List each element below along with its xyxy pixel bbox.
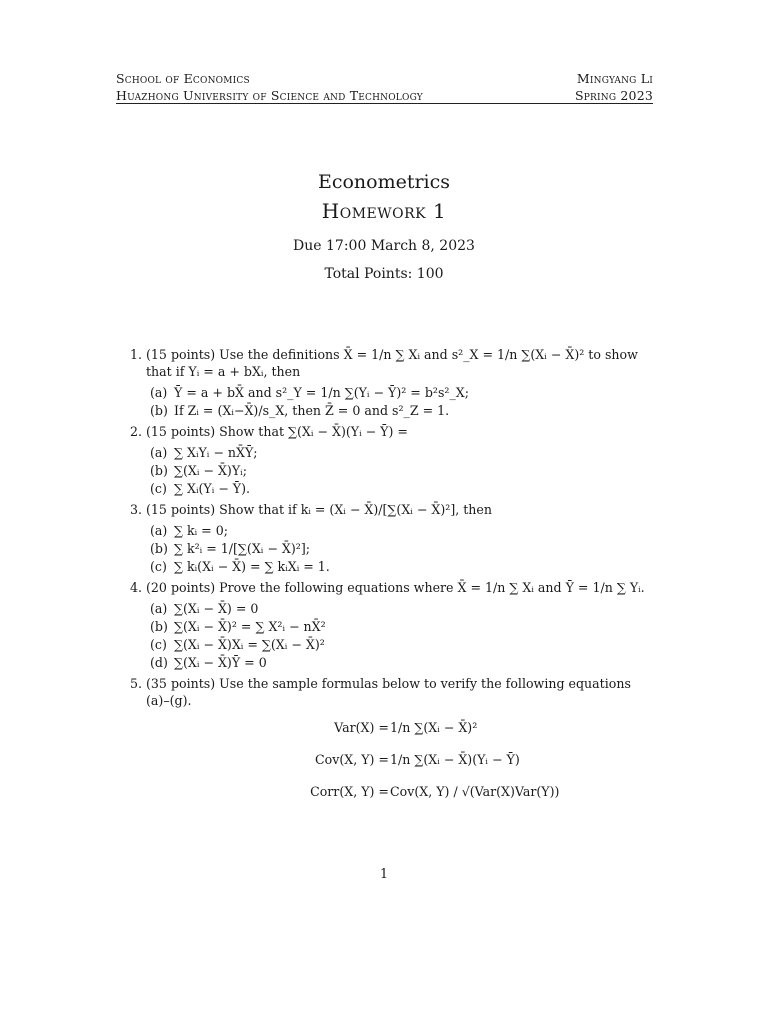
subproblem-text: ∑ kᵢ = 0; bbox=[174, 523, 228, 538]
subproblem-label: (c) bbox=[150, 481, 167, 496]
subproblem-text: ∑(Xᵢ − X̄)² = ∑ X²ᵢ − nX̄² bbox=[174, 619, 326, 634]
total-points: Total Points: 100 bbox=[324, 266, 444, 282]
header-author: Mingyang Li bbox=[576, 71, 653, 86]
homework-title: Homework 1 bbox=[321, 199, 447, 223]
subproblem bbox=[150, 480, 653, 497]
problem-5 bbox=[130, 675, 653, 809]
formula-block bbox=[146, 719, 653, 809]
subproblem bbox=[150, 384, 653, 401]
correlation-rhs: Cov(X, Y) / √(Var(X)Var(Y)) bbox=[390, 784, 560, 799]
subproblem-label: (d) bbox=[150, 655, 168, 670]
problem-number: 1. bbox=[130, 347, 143, 362]
subproblem-label: (b) bbox=[150, 541, 168, 556]
header-school: School of Economics bbox=[116, 71, 250, 86]
subproblem-list bbox=[146, 522, 653, 575]
header-term: Spring 2023 bbox=[575, 88, 653, 103]
problem-4 bbox=[130, 579, 653, 671]
correlation-formula bbox=[146, 783, 653, 809]
subproblem bbox=[150, 618, 653, 635]
problem-list bbox=[130, 346, 653, 815]
variance-lhs: Var(X) = bbox=[334, 720, 389, 735]
subproblem-text: ∑(Xᵢ − X̄)Yᵢ; bbox=[174, 463, 247, 478]
due-date: Due 17:00 March 8, 2023 bbox=[293, 238, 475, 254]
subproblem bbox=[150, 540, 653, 557]
subproblem bbox=[150, 462, 653, 479]
subproblem-label: (b) bbox=[150, 619, 168, 634]
subproblem bbox=[150, 558, 653, 575]
correlation-lhs: Corr(X, Y) = bbox=[310, 784, 389, 799]
problem-3 bbox=[130, 501, 653, 575]
covariance-rhs: 1/n ∑(Xᵢ − X̄)(Yᵢ − Ȳ) bbox=[390, 752, 520, 767]
header-rule bbox=[116, 103, 653, 104]
subproblem-list bbox=[146, 444, 653, 497]
problem-number: 5. bbox=[130, 676, 143, 691]
subproblem bbox=[150, 402, 653, 419]
subproblem bbox=[150, 444, 653, 461]
subproblem bbox=[150, 600, 653, 617]
problem-number: 2. bbox=[130, 424, 143, 439]
problem-text: (35 points) Use the sample formulas below to verify the following equations (a)–(g). bbox=[146, 676, 631, 708]
subproblem-label: (b) bbox=[150, 403, 168, 418]
subproblem-list bbox=[146, 384, 653, 419]
problem-text: (15 points) Show that ∑(Xᵢ − X̄)(Yᵢ − Ȳ) = bbox=[146, 424, 408, 439]
problem-number: 3. bbox=[130, 502, 143, 517]
problem-text: (20 points) Prove the following equations where X̄ = 1/n ∑ Xᵢ and Ȳ = 1/n ∑ Yᵢ. bbox=[146, 580, 645, 595]
subproblem-text: ∑ Xᵢ(Yᵢ − Ȳ). bbox=[174, 481, 251, 496]
subproblem-text: ∑(Xᵢ − X̄)Ȳ = 0 bbox=[174, 655, 267, 670]
subproblem-text: If Zᵢ = (Xᵢ−X̄)/s_X, then Z̄ = 0 and s²_Z = 1. bbox=[174, 403, 450, 418]
subproblem bbox=[150, 636, 653, 653]
subproblem-label: (a) bbox=[150, 445, 168, 460]
problem-text: (15 points) Use the definitions X̄ = 1/n ∑ Xᵢ and s²_X = 1/n ∑(Xᵢ − X̄)² to show that if Yᵢ = a + bXᵢ, then bbox=[146, 347, 638, 379]
subproblem-label: (b) bbox=[150, 463, 168, 478]
subproblem-list bbox=[146, 600, 653, 671]
header-university: Huazhong University of Science and Technology bbox=[116, 88, 423, 103]
subproblem-text: Ȳ = a + bX̄ and s²_Y = 1/n ∑(Yᵢ − Ȳ)² = b²s²_X; bbox=[174, 385, 469, 400]
covariance-formula bbox=[146, 751, 653, 777]
variance-formula bbox=[146, 719, 653, 745]
subproblem bbox=[150, 522, 653, 539]
subproblem-label: (a) bbox=[150, 385, 168, 400]
subproblem-text: ∑(Xᵢ − X̄)Xᵢ = ∑(Xᵢ − X̄)² bbox=[174, 637, 325, 652]
subproblem-label: (a) bbox=[150, 523, 168, 538]
subproblem-text: ∑ XᵢYᵢ − nX̄Ȳ; bbox=[174, 445, 258, 460]
subproblem-text: ∑ k²ᵢ = 1/[∑(Xᵢ − X̄)²]; bbox=[174, 541, 310, 556]
course-title: Econometrics bbox=[317, 171, 451, 193]
problem-text: (15 points) Show that if kᵢ = (Xᵢ − X̄)/[∑(Xᵢ − X̄)²], then bbox=[146, 502, 492, 517]
subproblem-label: (a) bbox=[150, 601, 168, 616]
problem-number: 4. bbox=[130, 580, 143, 595]
covariance-lhs: Cov(X, Y) = bbox=[314, 752, 389, 767]
subproblem bbox=[150, 654, 653, 671]
problem-1 bbox=[130, 346, 653, 419]
variance-rhs: 1/n ∑(Xᵢ − X̄)² bbox=[390, 720, 478, 735]
subproblem-text: ∑(Xᵢ − X̄) = 0 bbox=[174, 601, 259, 616]
header-left bbox=[116, 70, 423, 104]
title-block bbox=[0, 168, 768, 284]
subproblem-label: (c) bbox=[150, 559, 167, 574]
subproblem-label: (c) bbox=[150, 637, 167, 652]
page-number: 1 bbox=[379, 866, 388, 881]
subproblem-text: ∑ kᵢ(Xᵢ − X̄) = ∑ kᵢXᵢ = 1. bbox=[174, 559, 330, 574]
problem-2 bbox=[130, 423, 653, 497]
header-right bbox=[575, 70, 653, 104]
